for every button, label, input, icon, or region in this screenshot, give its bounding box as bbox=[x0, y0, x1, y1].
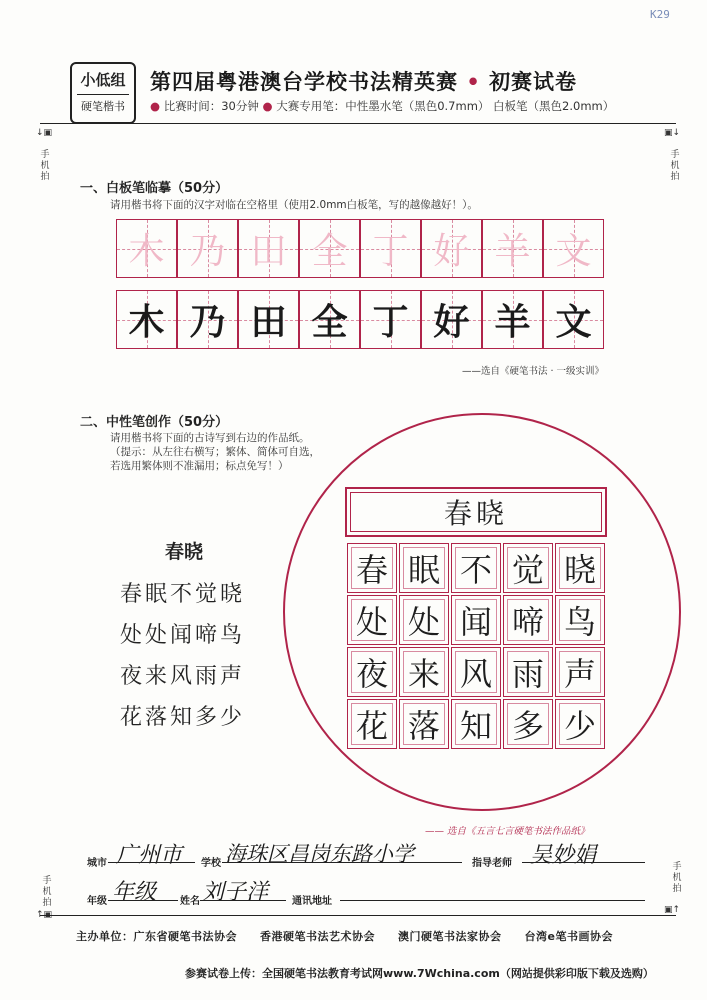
trace-char: 全 bbox=[311, 231, 348, 272]
camera-icon: ↑▣ bbox=[36, 910, 53, 920]
work-cell bbox=[347, 699, 397, 749]
practice-cell[interactable] bbox=[299, 219, 360, 278]
name-label: 姓名 bbox=[180, 896, 200, 907]
model-char: 乃 bbox=[189, 302, 226, 343]
school-field[interactable]: 海珠区昌岗东路小学 bbox=[225, 842, 414, 866]
camera-icon: ▣↑ bbox=[664, 905, 681, 915]
practice-cell[interactable] bbox=[482, 219, 543, 278]
work-cell bbox=[451, 543, 501, 593]
city-field[interactable]: 广州市 bbox=[116, 843, 183, 868]
poem-line: 花落知多少 bbox=[120, 705, 246, 730]
footer-divider bbox=[40, 915, 676, 916]
work-char: 啼 bbox=[511, 603, 544, 641]
work-char: 落 bbox=[407, 707, 440, 745]
trace-char: 木 bbox=[128, 231, 165, 272]
work-title: 春晓 bbox=[350, 492, 602, 532]
phone-shot-label: 手机拍 bbox=[670, 150, 680, 182]
work-cell bbox=[451, 647, 501, 697]
teacher-label: 指导老师 bbox=[472, 858, 512, 869]
model-char: 文 bbox=[555, 302, 592, 343]
practice-cell[interactable] bbox=[116, 290, 177, 349]
practice-cell[interactable] bbox=[238, 219, 299, 278]
name-underline bbox=[200, 900, 286, 901]
phone-shot-label: 手机拍 bbox=[42, 876, 52, 908]
trace-char: 乃 bbox=[189, 231, 226, 272]
category-badge bbox=[70, 62, 136, 124]
model-char: 好 bbox=[433, 302, 470, 343]
grade-underline bbox=[108, 900, 178, 901]
work-cell bbox=[451, 699, 501, 749]
work-cell bbox=[347, 595, 397, 645]
trace-char: 羊 bbox=[494, 231, 531, 272]
exam-time: 比赛时间：30分钟 bbox=[163, 99, 259, 113]
exam-pen: 大赛专用笔：中性墨水笔（黑色0.7mm） 白板笔（黑色2.0mm） bbox=[276, 99, 615, 113]
work-cell bbox=[399, 647, 449, 697]
trace-char: 文 bbox=[555, 231, 592, 272]
work-cell bbox=[347, 647, 397, 697]
work-char: 处 bbox=[407, 603, 440, 641]
work-title-box bbox=[345, 487, 607, 537]
grade-label: 年级 bbox=[87, 896, 107, 907]
practice-cell[interactable] bbox=[238, 290, 299, 349]
work-cell bbox=[451, 595, 501, 645]
work-char: 知 bbox=[459, 707, 492, 745]
work-paper-credit: —— 选自《五言七言硬笔书法作品纸》 bbox=[425, 826, 590, 837]
work-char: 夜 bbox=[355, 655, 388, 693]
work-char: 处 bbox=[355, 603, 388, 641]
trace-char: 田 bbox=[250, 231, 287, 272]
section1-heading: 一、白板笔临摹（50分） bbox=[80, 181, 229, 196]
practice-cell[interactable] bbox=[421, 219, 482, 278]
header-divider bbox=[40, 123, 676, 124]
practice-cell[interactable] bbox=[543, 219, 604, 278]
school-label: 学校 bbox=[201, 858, 221, 869]
corner-code: K29 bbox=[650, 8, 670, 21]
section1-source: ——选自《硬笔书法 · 一级实训》 bbox=[462, 366, 605, 377]
school-underline bbox=[222, 862, 462, 863]
city-label: 城市 bbox=[87, 858, 107, 869]
section2-instruction-2: （提示：从左往右横写；繁体、简体可自选， bbox=[110, 446, 320, 458]
work-cell bbox=[555, 543, 605, 593]
model-char: 木 bbox=[128, 302, 165, 343]
badge-style: 硬笔楷书 bbox=[77, 94, 129, 114]
model-char: 全 bbox=[311, 302, 348, 343]
model-char: 田 bbox=[250, 302, 287, 343]
exam-rules bbox=[150, 98, 614, 114]
poem-line: 春眠不觉晓 bbox=[120, 582, 246, 607]
poem-line: 处处闻啼鸟 bbox=[120, 623, 246, 648]
phone-shot-label: 手机拍 bbox=[672, 862, 682, 894]
work-char: 春 bbox=[355, 551, 388, 589]
work-char: 花 bbox=[355, 707, 388, 745]
work-char: 眠 bbox=[407, 551, 440, 589]
model-char: 羊 bbox=[494, 302, 531, 343]
bullet-icon: ● bbox=[150, 99, 161, 113]
work-cell bbox=[555, 647, 605, 697]
model-char: 丁 bbox=[372, 302, 409, 343]
section2-instruction-1: 请用楷书将下面的古诗写到右边的作品纸。 bbox=[110, 432, 310, 444]
practice-cell[interactable] bbox=[177, 219, 238, 278]
address-underline bbox=[340, 900, 645, 901]
phone-shot-label: 手机拍 bbox=[40, 150, 50, 182]
practice-cell[interactable] bbox=[360, 219, 421, 278]
upload-notice: 参赛试卷上传：全国硬笔书法教育考试网www.7Wchina.com（网站提供彩印版下载及选购） bbox=[185, 967, 654, 980]
practice-cell[interactable] bbox=[482, 290, 543, 349]
badge-group: 小低组 bbox=[80, 71, 126, 89]
grade-field[interactable]: 年级 bbox=[112, 880, 157, 905]
practice-cell[interactable] bbox=[116, 219, 177, 278]
work-cell bbox=[399, 699, 449, 749]
work-char: 来 bbox=[407, 655, 440, 693]
teacher-underline bbox=[522, 862, 645, 863]
city-underline bbox=[108, 862, 195, 863]
trace-char: 好 bbox=[433, 231, 470, 272]
work-char: 雨 bbox=[511, 655, 544, 693]
work-cell bbox=[399, 543, 449, 593]
poem-line: 夜来风雨声 bbox=[120, 664, 246, 689]
practice-cell[interactable] bbox=[421, 290, 482, 349]
title-suffix: 初赛试卷 bbox=[489, 70, 578, 94]
bullet-icon: ● bbox=[262, 99, 273, 113]
work-char: 声 bbox=[563, 655, 596, 693]
title-main: 第四届粤港澳台学校书法精英赛 bbox=[150, 70, 458, 94]
section2-instruction-3: 若选用繁体则不准漏用；标点免写！） bbox=[110, 460, 289, 472]
work-char: 多 bbox=[511, 707, 544, 745]
work-cell bbox=[503, 647, 553, 697]
page-title bbox=[150, 66, 577, 96]
work-cell bbox=[503, 699, 553, 749]
organizers: 主办单位：广东省硬笔书法协会 香港硬笔书法艺术协会 澳门硬笔书法家协会 台湾e笔书画协会 bbox=[76, 930, 613, 943]
work-char: 鸟 bbox=[563, 603, 596, 641]
work-cell bbox=[503, 543, 553, 593]
practice-cell[interactable] bbox=[543, 290, 604, 349]
work-char: 闻 bbox=[459, 603, 492, 641]
address-label: 通讯地址 bbox=[292, 896, 332, 907]
work-char: 风 bbox=[459, 655, 492, 693]
trace-char: 丁 bbox=[372, 231, 409, 272]
work-cell bbox=[347, 543, 397, 593]
title-dot: • bbox=[466, 70, 481, 94]
name-field[interactable]: 刘子洋 bbox=[202, 880, 269, 905]
camera-icon: ↓▣ bbox=[36, 128, 53, 138]
teacher-field[interactable]: 吴妙娟 bbox=[530, 843, 597, 868]
work-char: 少 bbox=[563, 707, 596, 745]
work-cell bbox=[399, 595, 449, 645]
work-char: 晓 bbox=[563, 551, 596, 589]
section2-heading: 二、中性笔创作（50分） bbox=[80, 415, 229, 430]
work-cell bbox=[555, 595, 605, 645]
work-cell bbox=[555, 699, 605, 749]
work-char: 觉 bbox=[511, 551, 544, 589]
work-char: 不 bbox=[459, 551, 492, 589]
work-cell bbox=[503, 595, 553, 645]
section1-instruction: 请用楷书将下面的汉字对临在空格里（使用2.0mm白板笔，写的越像越好！）。 bbox=[110, 199, 478, 211]
poem-title: 春晓 bbox=[165, 541, 204, 563]
practice-cell[interactable] bbox=[360, 290, 421, 349]
camera-icon: ▣↓ bbox=[664, 128, 681, 138]
practice-cell[interactable] bbox=[299, 290, 360, 349]
practice-cell[interactable] bbox=[177, 290, 238, 349]
